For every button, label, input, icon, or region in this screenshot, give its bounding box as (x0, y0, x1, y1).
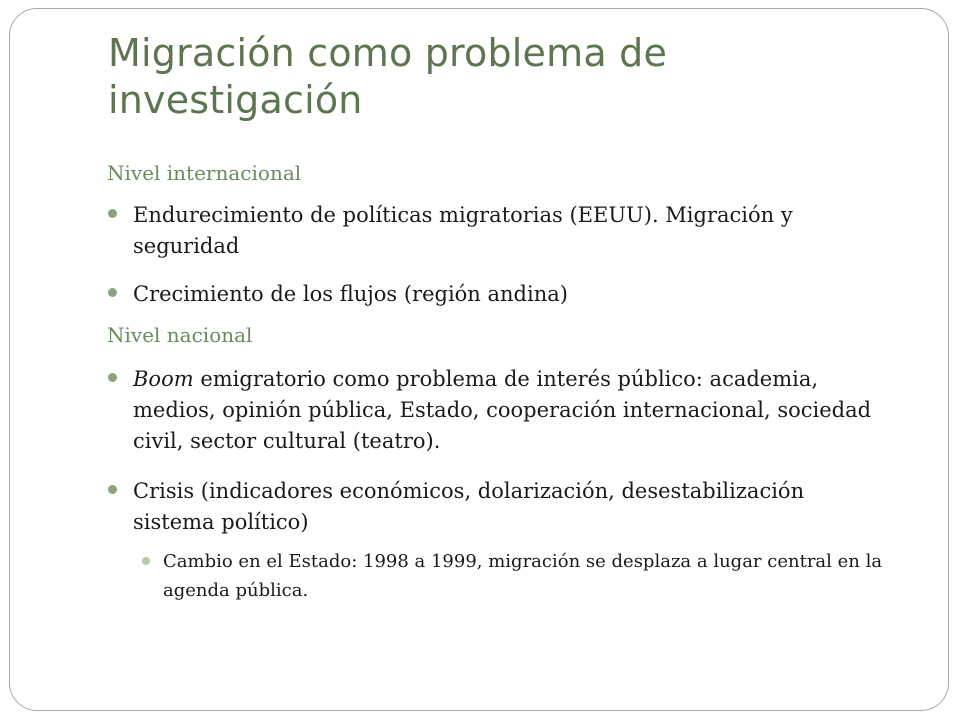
slide-title: Migración como problema de investigación (108, 31, 668, 122)
bullet-item-policies: Endurecimiento de políticas migratorias (EEUU). Migración y seguridad (133, 203, 793, 258)
italic-lead-word: Boom (133, 367, 194, 391)
sub-bullet-item-state-change: Cambio en el Estado: 1998 a 1999, migración se desplaza a lugar central en la agenda pública. (163, 551, 883, 601)
section-heading-international: Nivel internacional (107, 161, 302, 185)
bullet-item-flows: Crecimiento de los flujos (región andina) (133, 282, 568, 306)
bullet-item-crisis: Crisis (indicadores económicos, dolarización, desestabilización sistema político) (133, 479, 805, 534)
bullet-icon (108, 209, 117, 218)
bullet-icon (108, 485, 117, 494)
bullet-icon (108, 288, 117, 297)
sub-bullet-icon (142, 557, 150, 565)
bullet-item-boom-text: emigratorio como problema de interés público: academia, medios, opinión pública, Estado, cooperación internacional, sociedad civil, sector cultural (teatro). (133, 367, 872, 453)
bullet-item-boom (133, 364, 883, 457)
bullet-icon (108, 373, 117, 382)
section-heading-national: Nivel nacional (107, 323, 253, 347)
